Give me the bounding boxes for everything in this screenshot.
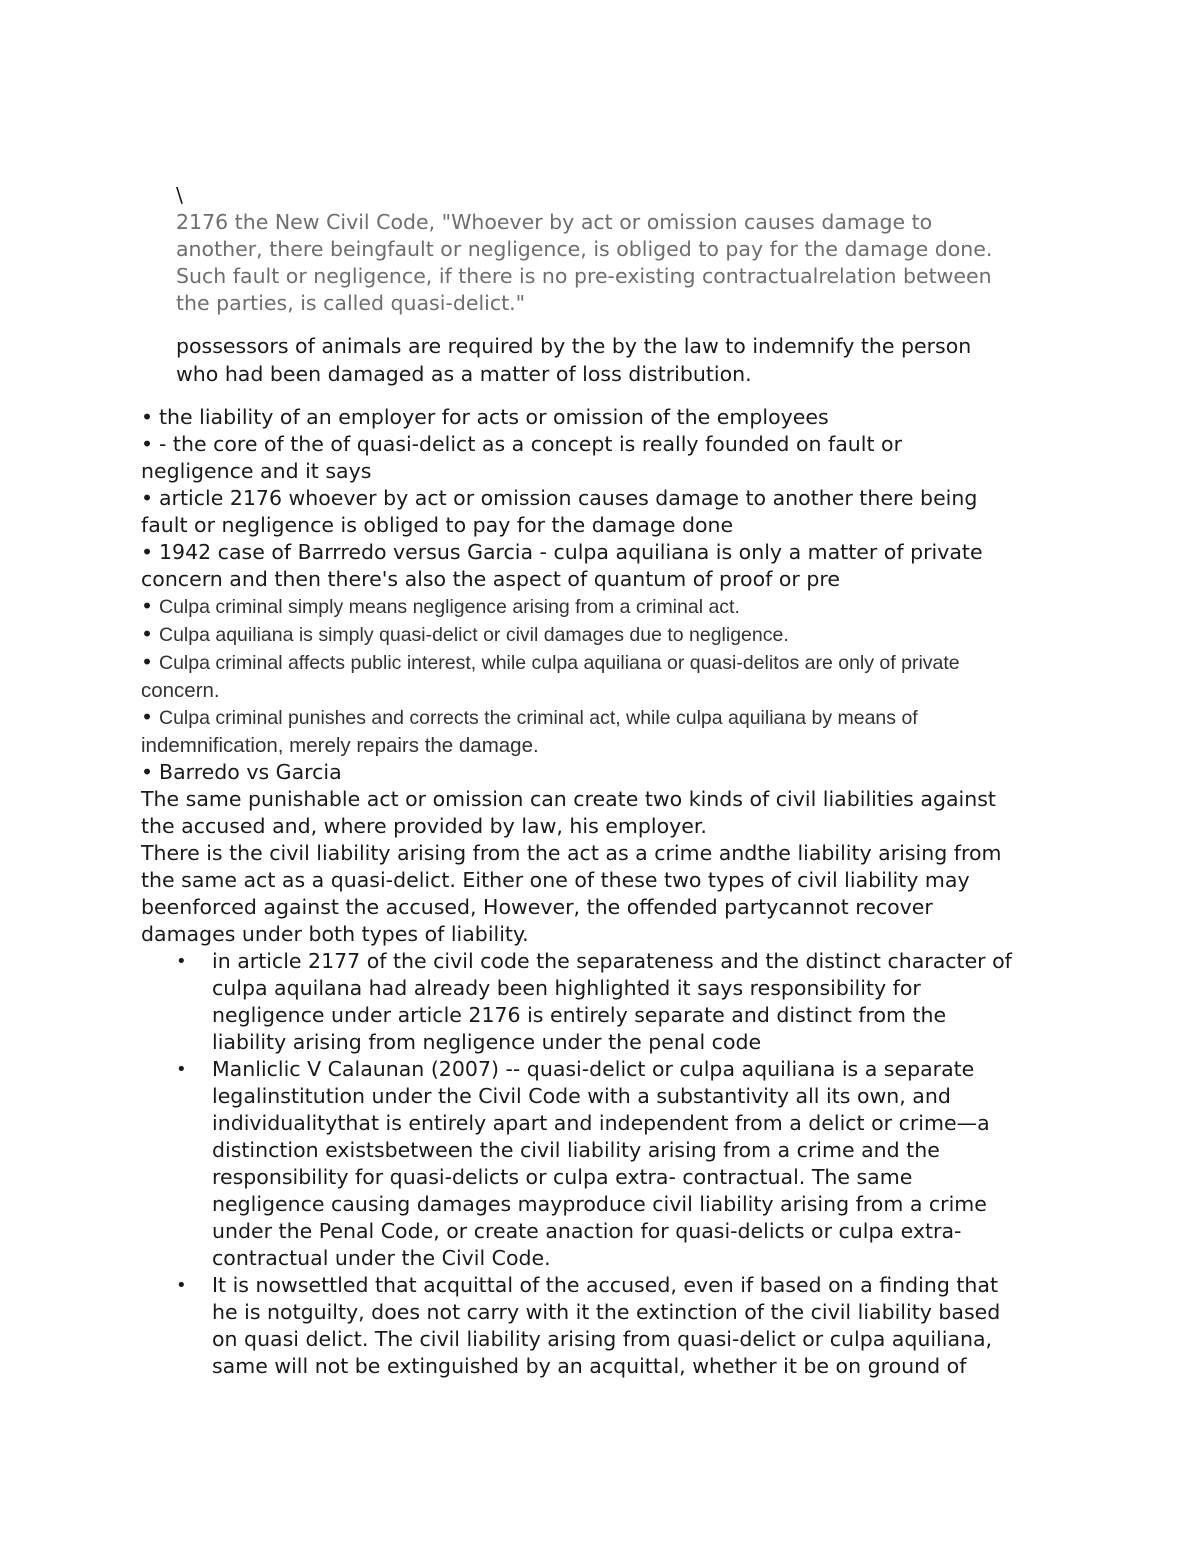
bullet-text: indemnification, merely repairs the damage. (141, 734, 539, 757)
bullet-item (141, 759, 1012, 786)
bullet-item (141, 649, 1012, 704)
quote-line: Such fault or negligence, if there is no pre-existing contractualrelation between (176, 264, 992, 288)
paragraph-line: possessors of animals are required by the by the law to indemnify the person (176, 334, 972, 358)
sub-bullet-line: in article 2177 of the civil code the separateness and the distinct character of (212, 949, 1012, 973)
paragraph (141, 840, 1012, 948)
bullet-text: Culpa aquiliana is simply quasi-delict or civil damages due to negligence. (159, 624, 789, 646)
paragraph-line: the same act as a quasi-delict. Either one of these two types of civil liability may (141, 868, 970, 892)
sub-bullet-line: It is nowsettled that acquittal of the accused, even if based on a finding that (212, 1273, 998, 1297)
sub-bullet-line: liability arising from negligence under the penal code (212, 1030, 762, 1054)
bullet-text: negligence and it says (141, 459, 372, 483)
bullet-text: concern. (141, 679, 220, 702)
paragraph-line: who had been damaged as a matter of loss distribution. (176, 362, 752, 386)
bullet-text: - the core of the of quasi-delict as a concept is really founded on fault or (159, 432, 903, 456)
bullet-marker: • (141, 432, 154, 456)
bullet-item (141, 404, 1012, 431)
bullet-text: Culpa criminal affects public interest, while culpa aquiliana or quasi-delitos are only of private (159, 652, 960, 674)
sub-bullet-line: distinction existsbetween the civil liability arising from a crime and the (212, 1138, 940, 1162)
sub-bullet-line: under the Penal Code, or create anaction for quasi-delicts or culpa extra- (212, 1219, 962, 1243)
possessors-paragraph (176, 332, 992, 388)
paragraph-line: The same punishable act or omission can create two kinds of civil liabilities against (141, 787, 996, 811)
paragraph-line: beenforced against the accused, However, the offended partycannot recover (141, 895, 933, 919)
sub-bullet-line: same will not be extinguished by an acquittal, whether it be on ground of (212, 1354, 967, 1378)
sub-bullet-line: he is notguilty, does not carry with it the extinction of the civil liability based (212, 1300, 1001, 1324)
bullet-item (141, 485, 1012, 539)
bullet-marker: • (141, 486, 154, 510)
sub-bullet-item (176, 948, 1012, 1056)
paragraph-line: damages under both types of liability. (141, 922, 529, 946)
bullet-marker: • (176, 1059, 187, 1080)
bullet-text: fault or negligence is obliged to pay for the damage done (141, 513, 734, 537)
sub-bullet-line: Manliclic V Calaunan (2007) -- quasi-delict or culpa aquiliana is a separate (212, 1057, 975, 1081)
sub-bullet-line: negligence under article 2176 is entirely separate and distinct from the (212, 1003, 947, 1027)
sub-bullet-line: on quasi delict. The civil liability arising from quasi-delict or culpa aquiliana, (212, 1327, 993, 1351)
bullet-marker: • (141, 405, 154, 429)
intro-section (176, 182, 992, 388)
quote-line: the parties, is called quasi-delict." (176, 291, 526, 315)
sub-bullet-line: responsibility for quasi-delicts or culpa extra- contractual. The same (212, 1165, 913, 1189)
backslash-line: \ (176, 183, 183, 207)
bullet-marker: • (141, 760, 154, 784)
bullet-item (141, 704, 1012, 759)
paragraph-line: There is the civil liability arising from the act as a crime andthe liability arising from (141, 841, 1002, 865)
bullet-text: Barredo vs Garcia (159, 760, 342, 784)
bullet-item (141, 593, 1012, 621)
bullet-list (141, 404, 1012, 1380)
bullet-text: concern and then there's also the aspect of quantum of proof or pre (141, 567, 840, 591)
bullet-item (141, 539, 1012, 593)
bullet-marker: • (176, 1275, 187, 1296)
sub-bullet-list (176, 948, 1012, 1380)
quote-line: another, there beingfault or negligence, is obliged to pay for the damage done. (176, 237, 993, 261)
sub-bullet-line: individualitythat is entirely apart and independent from a delict or crime—a (212, 1111, 990, 1135)
bullet-item (141, 621, 1012, 649)
bullet-marker: • (141, 594, 154, 618)
bullet-marker: • (141, 650, 154, 674)
bullet-text: article 2176 whoever by act or omission causes damage to another there being (159, 486, 978, 510)
bullet-marker: • (176, 951, 187, 972)
sub-bullet-line: legalinstitution under the Civil Code with a substantivity all its own, and (212, 1084, 951, 1108)
bullet-text: Culpa criminal simply means negligence arising from a criminal act. (159, 596, 740, 618)
paragraph-line: the accused and, where provided by law, his employer. (141, 814, 707, 838)
sub-bullet-item (176, 1272, 1012, 1380)
bullet-item (141, 431, 1012, 485)
sub-bullet-line: negligence causing damages mayproduce civil liability arising from a crime (212, 1192, 987, 1216)
paragraph (141, 786, 1012, 840)
article-2176-quote (176, 209, 992, 317)
quote-line: 2176 the New Civil Code, "Whoever by act or omission causes damage to (176, 210, 933, 234)
sub-bullet-line: contractual under the Civil Code. (212, 1246, 551, 1270)
bullet-marker: • (141, 622, 154, 646)
bullet-marker: • (141, 705, 154, 729)
bullet-marker: • (141, 540, 154, 564)
bullet-text: the liability of an employer for acts or omission of the employees (159, 405, 829, 429)
sub-bullet-item (176, 1056, 1012, 1272)
bullet-text: 1942 case of Barrredo versus Garcia - culpa aquiliana is only a matter of private (159, 540, 983, 564)
sub-bullet-line: culpa aquilana had already been highlighted it says responsibility for (212, 976, 921, 1000)
bullet-text: Culpa criminal punishes and corrects the criminal act, while culpa aquiliana by means of (159, 707, 918, 729)
